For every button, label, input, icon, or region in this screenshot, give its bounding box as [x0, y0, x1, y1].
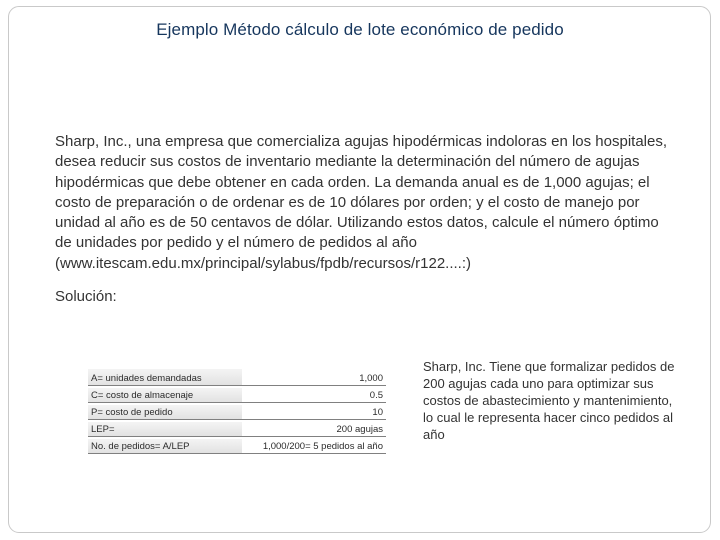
table-row — [88, 405, 386, 420]
row-value: 0.5 — [242, 388, 386, 403]
table-row — [88, 439, 386, 454]
row-label: No. de pedidos= A/LEP — [88, 439, 242, 454]
row-label: LEP= — [88, 422, 242, 437]
solution-label: Solución: — [55, 288, 117, 305]
problem-statement: Sharp, Inc., una empresa que comercializa agujas hipodérmicas indoloras en los hospitales, desea reducir sus costos de inventario mediante la determinación del número de agujas hipodérmicas que debe obtener en cada orden. La demanda anual es de 1,000 agujas; el costo de preparación o de ordenar es de 10 dólares por orden; y el costo de manejo por unidad al año es de 50 centavos de dólar. Utilizando estos datos, calcule el número óptimo de unidades por pedido y el número de pedidos al año (www.itescam.edu.mx/principal/sylabus/fpdb/recursos/r122....:) — [55, 133, 668, 272]
row-label: A= unidades demandadas — [88, 369, 242, 386]
row-value: 1,000/200= 5 pedidos al año — [242, 439, 386, 454]
table-row — [88, 422, 386, 437]
row-label: C= costo de almacenaje — [88, 388, 242, 403]
row-label: P= costo de pedido — [88, 405, 242, 420]
row-value: 200 agujas — [242, 422, 386, 437]
row-value: 1,000 — [242, 369, 386, 386]
row-value: 10 — [242, 405, 386, 420]
table-row — [88, 369, 386, 386]
conclusion-text: Sharp, Inc. Tiene que formalizar pedidos de 200 agujas cada uno para optimizar sus costos de abastecimiento y mantenimiento, lo cual le representa hacer cinco pedidos al año — [423, 359, 675, 442]
eoq-data-table — [88, 367, 386, 456]
table-row — [88, 388, 386, 403]
slide-title: Ejemplo Método cálculo de lote económico de pedido — [156, 20, 564, 39]
